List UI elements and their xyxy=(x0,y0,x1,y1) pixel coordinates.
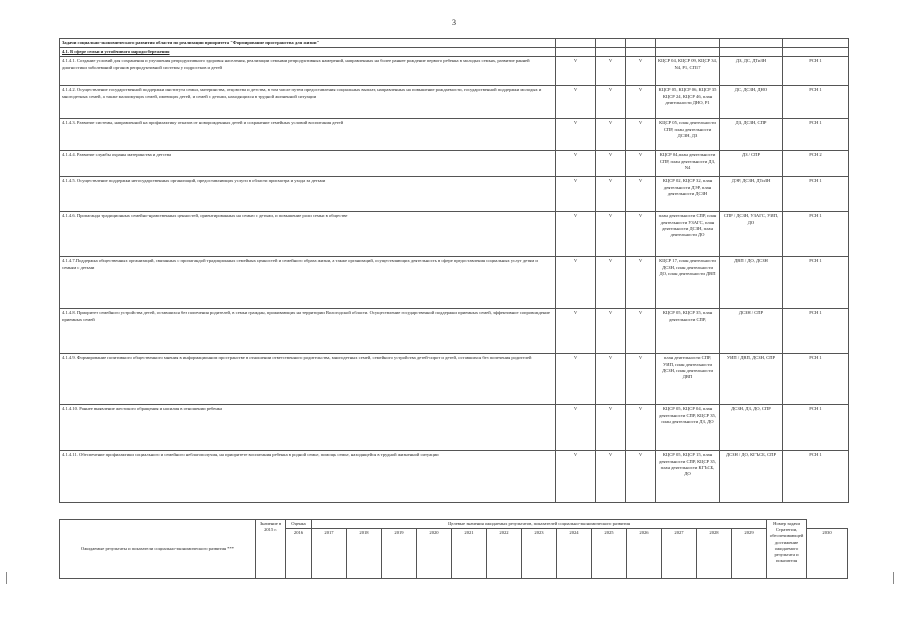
reference-cell: РСН 1 xyxy=(783,451,849,503)
mark-cell: V xyxy=(556,405,596,451)
reference-cell: РСН 1 xyxy=(783,119,849,151)
row-text: 4.1.4.6. Пропаганда традиционных семейно-нравственных ценностей, ориентированных на семью с детьми, и повышение роли семьи в обществе xyxy=(60,212,556,257)
targets-label: Целевые значения ожидаемых результатов, показателей социально-экономического развития xyxy=(312,520,767,529)
mark-cell: V xyxy=(626,119,656,151)
year-cell: 2024 xyxy=(557,529,592,579)
table-row xyxy=(60,151,849,177)
margin-mark xyxy=(893,572,894,584)
row-text: 4.1.4.11. Обеспечение профилактики социального и семейного неблагополучия, на приоритете воспитания ребенка в родной семье, помощь семье, находящейся в трудной жизненной ситуации xyxy=(60,451,556,503)
year-cell: 2017 xyxy=(312,529,347,579)
footer-label: Ожидаемые результаты и показатели социально-экономического развития *** xyxy=(60,520,256,579)
mark-cell: V xyxy=(626,354,656,405)
row-text: 4.1.4.1. Создание условий для сохранения и улучшения репродуктивного здоровья населения, реализации семьями репродуктивных намерений, направленных на более раннее рождение первого ребенка в молодых семьях, развитие ранней диагностики заболеваний органов репродуктивной системы у подростков и детей xyxy=(60,57,556,86)
indicators-cell: КЦСР 04, КЦСР 09, КЦСР 34, N4, P1, СП17 xyxy=(656,57,720,86)
mark-cell: V xyxy=(626,177,656,212)
mark-cell: V xyxy=(556,451,596,503)
reference-cell: РСН 1 xyxy=(783,86,849,119)
executors-cell: ДСЗН / ДО, КГЪСБ, СПР xyxy=(720,451,783,503)
subsection-row xyxy=(60,48,849,57)
indicators-cell: КЦСР 02, КЦСР 32, план деятельности ДЭР, план деятельности ДСЗН xyxy=(656,177,720,212)
table-row xyxy=(60,212,849,257)
indicators-cell: КЦСР 05, КЦСР 04, план деятельности СПР, КЦСР 35, план деятельности ДЗ, ДО xyxy=(656,405,720,451)
year-cell: 2027 xyxy=(662,529,697,579)
executors-cell: ДСЗН, ДЗ, ДО, СПР xyxy=(720,405,783,451)
year-cell: 2026 xyxy=(627,529,662,579)
estimate-label: Оценка xyxy=(286,520,312,529)
results-footer xyxy=(59,519,848,579)
table-row xyxy=(60,86,849,119)
indicators-cell: КЦСР 17, план деятельности ДСЗН, план деятельности ДО, план деятельности ДВП xyxy=(656,257,720,309)
indicators-cell: план деятельности СПР, план деятельности УЗАГС, план деятельности ДСЗН, план деятельности ДО xyxy=(656,212,720,257)
value-2015-label: Значение в 2015 г. xyxy=(256,520,286,579)
mark-cell: V xyxy=(556,119,596,151)
indicators-cell: КЦСР 05, КЦСР 35, план деятельности СПР, xyxy=(656,309,720,354)
executors-cell: УИП / ДВП, ДСЗН, СПР xyxy=(720,354,783,405)
table-row xyxy=(60,451,849,503)
indicators-cell: план деятельности СПР, УИП, план деятельности ДСЗН, план деятельности ДВП xyxy=(656,354,720,405)
task-number-label: Номер задачи Стратегии, обеспечивающей достижение ожидаемого результата и показателя xyxy=(767,520,807,579)
mark-cell: V xyxy=(596,354,626,405)
table-row xyxy=(60,119,849,151)
indicators-cell: КЦСР 05, КЦСР 06, КЦСР 35 КЦСР 24, КЦСР 46, план деятельности ДНО, P1 xyxy=(656,86,720,119)
mark-cell: V xyxy=(556,177,596,212)
table-row xyxy=(60,177,849,212)
row-text: 4.1.4.10. Раннее выявление жестокого обращения и насилия в отношении ребенка xyxy=(60,405,556,451)
executors-cell: ДЗ, ДС, ДТиЗН xyxy=(720,57,783,86)
executors-cell: ДЗ / СПР xyxy=(720,151,783,177)
section-title-row xyxy=(60,39,849,48)
mark-cell: V xyxy=(596,57,626,86)
table-row xyxy=(60,257,849,309)
row-text: 4.1.4.9. Формирование позитивного общественного мнения в информационном пространстве в отношении ответственного родительства, многодетных семей, семейного устройства детей-сирот и детей, оставшихся без попечения родителей xyxy=(60,354,556,405)
mark-cell: V xyxy=(596,405,626,451)
reference-cell: РСН 1 xyxy=(783,405,849,451)
reference-cell: РСН 1 xyxy=(783,212,849,257)
reference-cell: РСН 1 xyxy=(783,177,849,212)
mark-cell: V xyxy=(626,451,656,503)
row-text: 4.1.4.3. Развитие системы, направленной на профилактику отказов от новорожденных детей и сохранение семейных условий воспитания детей xyxy=(60,119,556,151)
mark-cell: V xyxy=(626,405,656,451)
year-cell: 2021 xyxy=(452,529,487,579)
executors-cell: ДЭР, ДСЗН, ДТиЗН xyxy=(720,177,783,212)
mark-cell: V xyxy=(596,177,626,212)
mark-cell: V xyxy=(626,257,656,309)
reference-cell: РСН 1 xyxy=(783,57,849,86)
mark-cell: V xyxy=(626,309,656,354)
year-cell: 2023 xyxy=(522,529,557,579)
section-title: Задачи социально-экономического развития области по реализации приоритета "Формирование пространства для жизни" xyxy=(60,39,556,48)
mark-cell: V xyxy=(556,86,596,119)
mark-cell: V xyxy=(556,151,596,177)
year-cell: 2018 xyxy=(347,529,382,579)
mark-cell: V xyxy=(596,119,626,151)
reference-cell: РСН 1 xyxy=(783,309,849,354)
mark-cell: V xyxy=(626,212,656,257)
indicators-cell: КЦСР 04,план деятельности СПР, план деятельности ДЗ, N4 xyxy=(656,151,720,177)
year-cell: 2030 xyxy=(807,529,848,579)
mark-cell: V xyxy=(626,86,656,119)
row-text: 4.1.4.8. Приоритет семейного устройства детей, оставшихся без попечения родителей, в семьи граждан, проживающих на территории Вологодской области. Осуществление государственной поддержки приемных семей, эффективное сопровождение приемных семей xyxy=(60,309,556,354)
year-cell: 2028 xyxy=(697,529,732,579)
row-text: 4.1.4.4. Развитие службы охраны материнства и детства xyxy=(60,151,556,177)
reference-cell: РСН 1 xyxy=(783,257,849,309)
executors-cell: ДС, ДСЗН, ДНО xyxy=(720,86,783,119)
mark-cell: V xyxy=(556,57,596,86)
executors-cell: СПР / ДСЗН, УЗАГС, УИП, ДО xyxy=(720,212,783,257)
table-row xyxy=(60,309,849,354)
executors-cell: ДСЗН / СПР xyxy=(720,309,783,354)
reference-cell: РСН 2 xyxy=(783,151,849,177)
year-cell: 2022 xyxy=(487,529,522,579)
year-cell: 2019 xyxy=(382,529,417,579)
margin-mark xyxy=(6,572,7,584)
year-cell: 2016 xyxy=(286,529,312,579)
page-number: 3 xyxy=(452,18,456,27)
mark-cell: V xyxy=(596,212,626,257)
year-cell: 2020 xyxy=(417,529,452,579)
table-row xyxy=(60,57,849,86)
footer-header-row xyxy=(60,520,848,529)
mark-cell: V xyxy=(626,57,656,86)
indicators-cell: КЦСР 05, план деятельности СПР, план деятельности ДСЗН, ДЗ xyxy=(656,119,720,151)
table-row xyxy=(60,354,849,405)
year-cell: 2025 xyxy=(592,529,627,579)
mark-cell: V xyxy=(626,151,656,177)
subsection-title: 4.1. В сфере семьи и устойчивого народосбережения xyxy=(60,48,556,57)
table-body xyxy=(60,39,849,503)
reference-cell: РСН 1 xyxy=(783,354,849,405)
executors-cell: ДВП / ДО, ДСЗН xyxy=(720,257,783,309)
mark-cell: V xyxy=(596,309,626,354)
row-text: 4.1.4.5. Осуществление поддержки негосударственных организаций, предоставляющих услуги в области присмотра и ухода за детьми xyxy=(60,177,556,212)
executors-cell: ДЗ, ДСЗН, СПР xyxy=(720,119,783,151)
mark-cell: V xyxy=(556,257,596,309)
mark-cell: V xyxy=(596,151,626,177)
mark-cell: V xyxy=(556,309,596,354)
strategy-table xyxy=(59,38,849,503)
mark-cell: V xyxy=(556,354,596,405)
mark-cell: V xyxy=(596,86,626,119)
mark-cell: V xyxy=(596,257,626,309)
row-text: 4.1.4.2. Осуществление государственной поддержки института семьи, материнства, отцовства и детства, в том числе путем предоставления социальных выплат, направленных на повышение рождаемости, государственной поддержки молодых и многодетных семей, а также малоимущих семей, имеющих детей, и семей с детьми, находящихся в трудной жизненной ситуации xyxy=(60,86,556,119)
table-row xyxy=(60,405,849,451)
row-text: 4.1.4.7.Поддержка общественных организаций, связанных с пропагандой традиционных семейных ценностей и семейного образа жизни, а также организаций, осуществляющих деятельность в сфере предоставления социальных услуг детям и семьям с детьми xyxy=(60,257,556,309)
mark-cell: V xyxy=(596,451,626,503)
mark-cell: V xyxy=(556,212,596,257)
year-cell: 2029 xyxy=(732,529,767,579)
indicators-cell: КЦСР 05, КЦСР 15, план деятельности СПР, КЦСР 35, план деятельности КГЪСБ, ДО xyxy=(656,451,720,503)
